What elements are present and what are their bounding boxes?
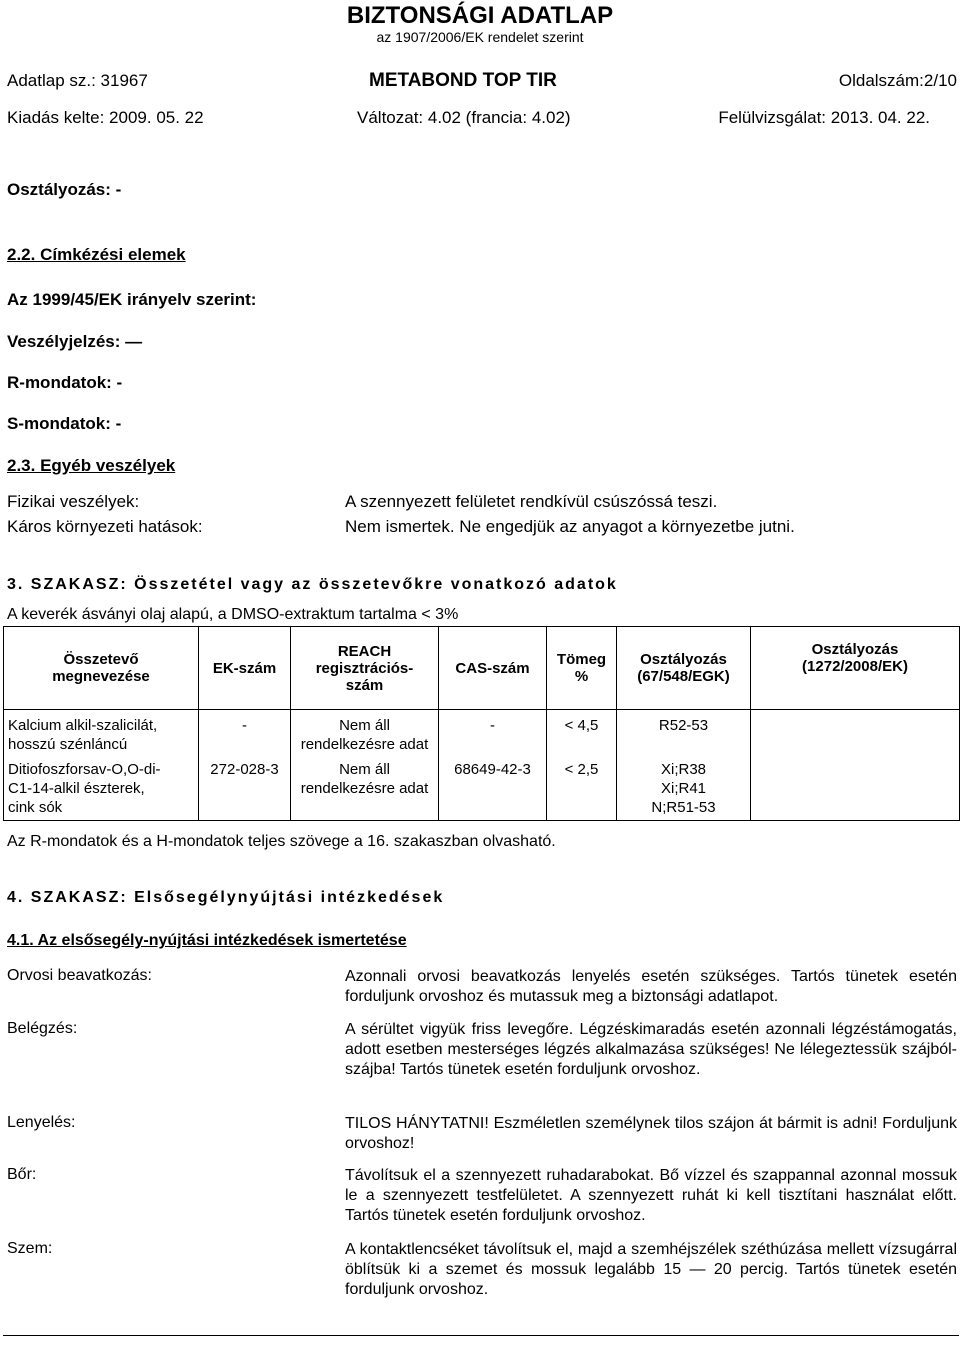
cell-cas: 68649-42-3 <box>439 756 547 821</box>
page-number: Oldalszám:2/10 <box>838 71 957 90</box>
version: Változat: 4.02 (francia: 4.02) <box>357 108 571 127</box>
s-phrases: S-mondatok: - <box>7 414 122 433</box>
r-phrases: R-mondatok: - <box>7 373 123 392</box>
sheet-number: Adatlap sz.: 31967 <box>7 71 148 90</box>
cell-ec: - <box>199 710 291 757</box>
section4-heading: 4. SZAKASZ: Elsősegélynyújtási intézkedések <box>7 889 445 906</box>
env-effects-label: Káros környezeti hatások: <box>7 517 203 536</box>
cell-name: Kalcium alkil-szalicilát, hosszú szénláncú <box>4 710 199 757</box>
first-aid-label-skin: Bőr: <box>7 1166 37 1183</box>
r-h-phrases-note: Az R-mondatok és a H-mondatok teljes szövege a 16. szakaszban olvasható. <box>7 833 556 850</box>
other-hazards-heading: 2.3. Egyéb veszélyek <box>7 456 176 475</box>
table-row <box>4 710 960 757</box>
env-effects-text: Nem ismertek. Ne engedjük az anyagot a környezetbe jutni. <box>345 517 795 536</box>
mixture-intro: A keverék ásványi olaj alapú, a DMSO-extraktum tartalma < 3% <box>7 606 459 623</box>
cell-reach: Nem áll rendelkezésre adat <box>291 756 439 821</box>
revision-date: Felülvizsgálat: 2013. 04. 22. <box>718 108 930 127</box>
cell-mass: < 4,5 <box>547 710 617 757</box>
first-aid-text-eye: A kontaktlencséket távolítsuk el, majd a szemhéjszélek széthúzása mellett vízsugárral öblítsük ki a szemet és mossuk legalább 15 — 20 percig. Tartós tünetek esetén forduljunk orvoshoz. <box>345 1241 957 1298</box>
first-aid-subheading: 4.1. Az elsősegély-nyújtási intézkedések ismertetése <box>7 932 407 949</box>
issue-date: Kiadás kelte: 2009. 05. 22 <box>7 108 204 127</box>
first-aid-label-inhalation: Belégzés: <box>7 1020 78 1037</box>
cell-cas: - <box>439 710 547 757</box>
table-header-row <box>4 627 960 710</box>
first-aid-text-inhalation: A sérültet vigyük friss levegőre. Légzéskimaradás esetén azonnali légzéstámogatás, adott esetben mesterséges légzés alkalmazása szükséges! Ne lélegeztessük szájból-szájba! Tartós tünetek esetén forduljunk orvoshoz. <box>345 1021 957 1078</box>
label-elements-heading: 2.2. Címkézési elemek <box>7 245 186 264</box>
cell-ec: 272-028-3 <box>199 756 291 821</box>
table-row <box>4 756 960 821</box>
cell-name: Ditiofoszforsav-O,O-di- C1-14-alkil észterek, cink sók <box>4 756 199 821</box>
footer-rule <box>3 1335 959 1336</box>
physical-hazards-label: Fizikai veszélyek: <box>7 492 140 511</box>
col-header-reach: REACH regisztrációs- szám <box>291 627 439 710</box>
cell-class-67: R52-53 <box>617 710 751 757</box>
col-header-class-1272: Osztályozás (1272/2008/EK) <box>751 627 960 710</box>
composition-table <box>3 626 960 821</box>
classification: Osztályozás: - <box>7 180 122 199</box>
first-aid-text-skin: Távolítsuk el a szennyezett ruhadarabokat. Bő vízzel és szappannal azonnal mossuk le a szennyezett testfelületet. A szennyezett ruhát ki kell tisztítani használat előtt. Tartós tünetek esetén forduljunk orvoshoz. <box>345 1167 957 1224</box>
section3-heading: 3. SZAKASZ: Összetétel vagy az összetevőkre vonatkozó adatok <box>7 576 618 593</box>
cell-reach: Nem áll rendelkezésre adat <box>291 710 439 757</box>
col-header-name: Összetevő megnevezése <box>4 627 199 710</box>
first-aid-label-ingestion: Lenyelés: <box>7 1114 76 1131</box>
cell-mass: < 2,5 <box>547 756 617 821</box>
first-aid-label-eye: Szem: <box>7 1240 53 1257</box>
directive-heading: Az 1999/45/EK irányelv szerint: <box>7 290 257 309</box>
first-aid-text-ingestion: TILOS HÁNYTATNI! Eszméletlen személynek tilos szájon át bármit is adni! Forduljunk orvoshoz! <box>345 1115 957 1152</box>
col-header-cas: CAS-szám <box>439 627 547 710</box>
cell-class-67: Xi;R38 Xi;R41 N;R51-53 <box>617 756 751 821</box>
first-aid-text-medical: Azonnali orvosi beavatkozás lenyelés esetén szükséges. Tartós tünetek esetén forduljunk orvoshoz és mutassuk meg a biztonsági adatlapot. <box>345 968 957 1005</box>
hazard-symbol: Veszélyjelzés: — <box>7 332 143 351</box>
first-aid-label-medical: Orvosi beavatkozás: <box>7 967 152 984</box>
document-title: BIZTONSÁGI ADATLAP <box>346 2 614 29</box>
cell-class-1272 <box>751 756 960 821</box>
col-header-class-67: Osztályozás (67/548/EGK) <box>617 627 751 710</box>
product-name: METABOND TOP TIR <box>369 70 557 91</box>
col-header-mass: Tömeg % <box>547 627 617 710</box>
physical-hazards-text: A szennyezett felületet rendkívül csúszóssá teszi. <box>345 492 718 511</box>
col-header-ec: EK-szám <box>199 627 291 710</box>
document-subtitle: az 1907/2006/EK rendelet szerint <box>376 29 584 45</box>
cell-class-1272 <box>751 710 960 757</box>
